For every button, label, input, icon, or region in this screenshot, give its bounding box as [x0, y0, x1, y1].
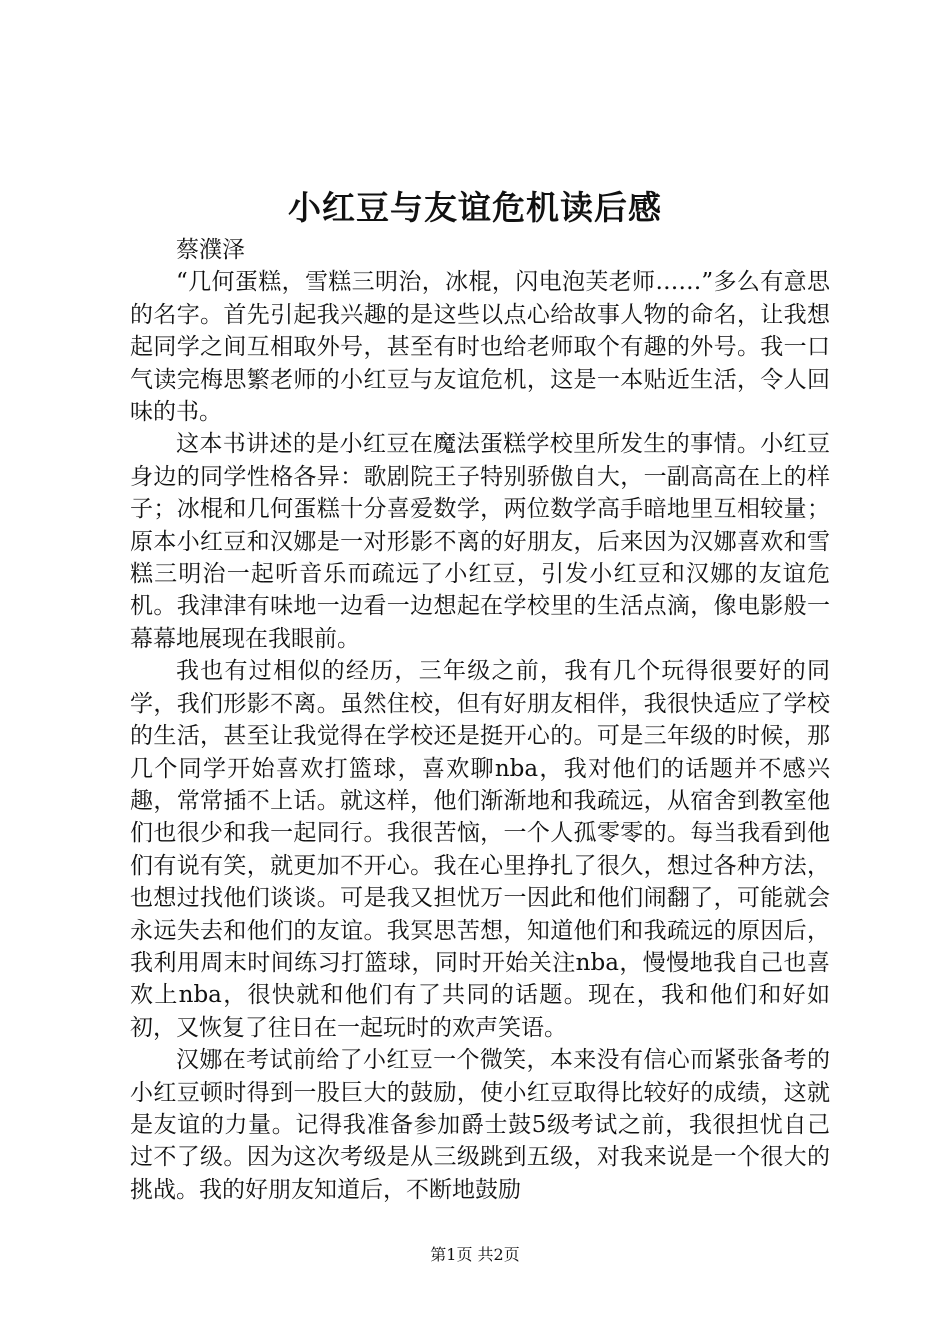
paragraph-4: 汉娜在考试前给了小红豆一个微笑，本来没有信心而紧张备考的小红豆顿时得到一股巨大的鼓励，使小红豆取得比较好的成绩，这就是友谊的力量。记得我准备参加爵士鼓5级考试之前，我很担忧自己过不了级。因为这次考级是从三级跳到五级，对我来说是一个很大的挑战。我的好朋友知道后，不断地鼓励 — [130, 1047, 830, 1203]
article-body — [130, 234, 830, 1206]
paragraph-3: 我也有过相似的经历，三年级之前，我有几个玩得很要好的同学，我们形影不离。虽然住校，但有好朋友相伴，我很快适应了学校的生活，甚至让我觉得在学校还是挺开心的。可是三年级的时候，那几个同学开始喜欢打篮球，喜欢聊nba，我对他们的话题并不感兴趣，常常插不上话。就这样，他们渐渐地和我疏远，从宿舍到教室他们也很少和我一起同行。我很苦恼，一个人孤零零的。每当我看到他们有说有笑，就更加不开心。我在心里挣扎了很久，想过各种方法，也想过找他们谈谈。可是我又担忧万一因此和他们闹翻了，可能就会永远失去和他们的友谊。我冥思苦想，知道他们和我疏远的原因后，我利用周末时间练习打篮球，同时开始关注nba，慢慢地我自己也喜欢上nba，很快就和他们有了共同的话题。现在，我和他们和好如初，又恢复了往日在一起玩时的欢声笑语。 — [130, 658, 830, 1041]
page-title: 小红豆与友谊危机读后感 — [288, 188, 662, 227]
page-footer: 第1页 共2页 — [430, 1245, 520, 1264]
paragraph-1: “几何蛋糕，雪糕三明治，冰棍，闪电泡芙老师……”多么有意思的名字。首先引起我兴趣的是这些以点心给故事人物的命名，让我想起同学之间互相取外号，甚至有时也给老师取个有趣的外号。我一口气读完梅思繁老师的小红豆与友谊危机，这是一本贴近生活，令人回味的书。 — [130, 269, 830, 426]
paragraph-2: 这本书讲述的是小红豆在魔法蛋糕学校里所发生的事情。小红豆身边的同学性格各异：歌剧院王子特别骄傲自大，一副高高在上的样子；冰棍和几何蛋糕十分喜爱数学，两位数学高手暗地里互相较量；原本小红豆和汉娜是一对形影不离的好朋友，后来因为汉娜喜欢和雪糕三明治一起听音乐而疏远了小红豆，引发小红豆和汉娜的友谊危机。我津津有味地一边看一边想起在学校里的生活点滴，像电影般一幕幕地展现在我眼前。 — [130, 431, 830, 652]
author-name: 蔡濮泽 — [176, 237, 245, 263]
